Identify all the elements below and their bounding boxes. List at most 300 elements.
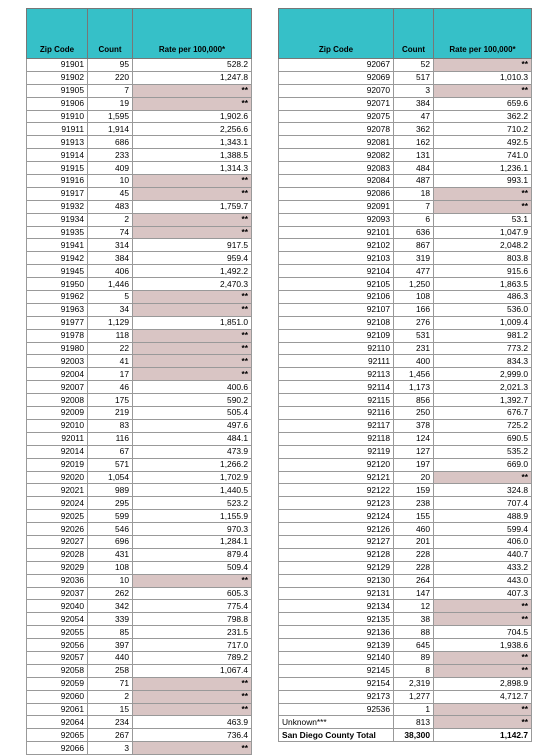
zip-cell: 92093 [279,213,394,226]
table-row [27,291,252,304]
table-row [279,677,532,690]
table-row [279,394,532,407]
rate-cell: 2,898.9 [434,677,532,690]
zip-cell: 92057 [27,651,88,664]
count-cell: 484 [394,162,434,175]
zip-cell: 92124 [279,510,394,523]
rate-cell: ** [133,226,252,239]
table-row [27,368,252,381]
zip-cell: 92121 [279,471,394,484]
rate-cell: 1,067.4 [133,664,252,677]
rate-cell: 710.2 [434,123,532,136]
table-row [279,123,532,136]
count-cell: 362 [394,123,434,136]
rate-cell: 741.0 [434,149,532,162]
rate-cell: 473.9 [133,445,252,458]
table-row [27,600,252,613]
rate-cell: ** [133,329,252,342]
zip-cell: 92108 [279,316,394,329]
table-row [279,548,532,561]
table-row [27,548,252,561]
zip-cell: 92102 [279,239,394,252]
rate-cell: ** [133,574,252,587]
count-cell: 8 [394,664,434,677]
zip-cell: 92139 [279,639,394,652]
zip-cell: 92173 [279,690,394,703]
rate-cell: 463.9 [133,716,252,729]
zip-cell: 92114 [279,381,394,394]
count-cell: 5 [88,291,133,304]
table-row [279,626,532,639]
table-row [27,639,252,652]
count-cell: 1,129 [88,316,133,329]
count-cell: 38 [394,613,434,626]
count-cell: 378 [394,419,434,432]
table-row [279,303,532,316]
count-cell: 18 [394,187,434,200]
zip-cell: 91905 [27,84,88,97]
table-row [279,291,532,304]
rate-cell: 433.2 [434,561,532,574]
count-cell: 856 [394,394,434,407]
zip-cell: 92019 [27,458,88,471]
zip-cell: 92106 [279,291,394,304]
zip-cell: 92136 [279,626,394,639]
count-cell: 220 [88,71,133,84]
rate-cell: 879.4 [133,548,252,561]
rate-cell: 407.3 [434,587,532,600]
zip-cell: 92004 [27,368,88,381]
zip-cell: 91935 [27,226,88,239]
table-row [27,213,252,226]
count-cell: 1,250 [394,278,434,291]
table-row [279,71,532,84]
zip-cell: 92117 [279,419,394,432]
count-cell: 686 [88,136,133,149]
table-row [279,368,532,381]
table-row [27,561,252,574]
zip-cell: 92060 [27,690,88,703]
zip-cell: 92037 [27,587,88,600]
count-cell: 88 [394,626,434,639]
count-cell: 1,914 [88,123,133,136]
zip-cell: 92059 [27,677,88,690]
table-row [279,639,532,652]
table-row [279,265,532,278]
rate-cell: ** [434,664,532,677]
rate-cell: ** [133,742,252,755]
table-row [279,200,532,213]
rate-cell: 605.3 [133,587,252,600]
table-row [279,445,532,458]
zip-cell: 92075 [279,110,394,123]
zip-cell: 91932 [27,200,88,213]
rate-cell: 717.0 [133,639,252,652]
table-row [27,458,252,471]
rate-cell: 1,009.4 [434,316,532,329]
rate-cell: 535.2 [434,445,532,458]
count-cell: 46 [88,381,133,394]
rate-cell: ** [434,716,532,729]
rate-cell: ** [434,84,532,97]
table-row [27,651,252,664]
zip-cell: 91942 [27,252,88,265]
count-cell: 477 [394,265,434,278]
zip-cell: 92058 [27,664,88,677]
count-cell: 74 [88,226,133,239]
rate-cell: ** [133,355,252,368]
count-cell: 7 [394,200,434,213]
count-cell: 108 [394,291,434,304]
zip-cell: 92130 [279,574,394,587]
table-row [279,471,532,484]
rate-cell: 1,492.2 [133,265,252,278]
table-row [279,535,532,548]
rate-cell: 970.3 [133,523,252,536]
count-cell: 571 [88,458,133,471]
count-cell: 264 [394,574,434,587]
rate-cell: 981.2 [434,329,532,342]
count-cell: 22 [88,342,133,355]
rate-cell: ** [133,703,252,716]
count-cell: 250 [394,407,434,420]
count-cell: 19 [88,97,133,110]
table-row [279,497,532,510]
table-row [27,613,252,626]
rate-cell: ** [133,175,252,188]
rate-cell: ** [133,84,252,97]
count-cell: 127 [394,445,434,458]
count-cell: 38,300 [394,729,434,742]
zip-cell: 92115 [279,394,394,407]
count-cell: 1 [394,703,434,716]
table-row [27,626,252,639]
zip-cell: 91915 [27,162,88,175]
rate-cell: 736.4 [133,729,252,742]
table-row [279,226,532,239]
zip-cell: 92104 [279,265,394,278]
count-cell: 1,595 [88,110,133,123]
count-cell: 41 [88,355,133,368]
count-cell: 384 [394,97,434,110]
count-cell: 233 [88,149,133,162]
count-cell: 487 [394,175,434,188]
zip-cell: 92078 [279,123,394,136]
count-cell: 531 [394,329,434,342]
table-row [279,651,532,664]
rate-cell: ** [434,613,532,626]
rate-cell: 488.9 [434,510,532,523]
rate-cell: 523.2 [133,497,252,510]
zip-cell: Unknown*** [279,716,394,729]
table-row [27,329,252,342]
zip-cell: 92118 [279,432,394,445]
rate-cell: 440.7 [434,548,532,561]
table-row [279,329,532,342]
count-cell: 3 [88,742,133,755]
table-row [27,419,252,432]
rate-cell: 915.6 [434,265,532,278]
zip-cell: 92109 [279,329,394,342]
rate-cell: 1,440.5 [133,484,252,497]
zip-cell: 91914 [27,149,88,162]
zip-cell: 92129 [279,561,394,574]
rate-cell: 1,142.7 [434,729,532,742]
zip-cell: 92008 [27,394,88,407]
count-cell: 262 [88,587,133,600]
rate-cell: ** [434,471,532,484]
zip-cell: 92036 [27,574,88,587]
zip-cell: 92009 [27,407,88,420]
rate-cell: ** [133,303,252,316]
zip-cell: 91950 [27,278,88,291]
rate-cell: 993.1 [434,175,532,188]
zip-cell: 91916 [27,175,88,188]
zip-cell: 92128 [279,548,394,561]
count-cell: 34 [88,303,133,316]
zip-cell: 91963 [27,303,88,316]
rate-cell: ** [133,368,252,381]
zip-cell: 92123 [279,497,394,510]
rate-cell: 773.2 [434,342,532,355]
zip-table-left [26,8,252,755]
table-row [279,716,532,729]
count-cell: 645 [394,639,434,652]
zip-cell: 92007 [27,381,88,394]
table-row [279,342,532,355]
count-header: Count [88,9,133,59]
zip-cell: 92056 [27,639,88,652]
count-cell: 546 [88,523,133,536]
rate-cell: 1,010.3 [434,71,532,84]
zip-cell: 92026 [27,523,88,536]
count-cell: 124 [394,432,434,445]
count-cell: 20 [394,471,434,484]
count-cell: 2 [88,690,133,703]
table-row [27,716,252,729]
table-row [279,162,532,175]
rate-cell: 803.8 [434,252,532,265]
count-cell: 339 [88,613,133,626]
count-cell: 400 [394,355,434,368]
zip-cell: 92025 [27,510,88,523]
rate-cell: 2,470.3 [133,278,252,291]
rate-cell: 1,314.3 [133,162,252,175]
rate-cell: 676.7 [434,407,532,420]
zip-cell: 91910 [27,110,88,123]
rate-cell: 484.1 [133,432,252,445]
rate-cell: ** [133,677,252,690]
table-row [27,71,252,84]
zip-cell: 92103 [279,252,394,265]
count-cell: 2,319 [394,677,434,690]
zip-cell: 92107 [279,303,394,316]
count-cell: 95 [88,59,133,72]
zip-cell: 91977 [27,316,88,329]
count-cell: 295 [88,497,133,510]
zip-cell: 92081 [279,136,394,149]
count-cell: 131 [394,149,434,162]
rate-cell: 789.2 [133,651,252,664]
rate-cell: 725.2 [434,419,532,432]
table-row [27,510,252,523]
zip-cell: 92111 [279,355,394,368]
table-row [27,175,252,188]
count-cell: 7 [88,84,133,97]
table-row [27,729,252,742]
zip-cell: 92127 [279,535,394,548]
zip-cell: 92010 [27,419,88,432]
count-cell: 238 [394,497,434,510]
count-cell: 85 [88,626,133,639]
table-row [279,252,532,265]
count-cell: 15 [88,703,133,716]
zip-cell: 92091 [279,200,394,213]
table-row [279,574,532,587]
zip-cell: 92083 [279,162,394,175]
zip-cell: 92020 [27,471,88,484]
rate-cell: 1,902.6 [133,110,252,123]
table-row [27,394,252,407]
zip-cell: 92084 [279,175,394,188]
table-row [27,535,252,548]
rate-cell: 400.6 [133,381,252,394]
rate-cell: ** [434,600,532,613]
count-cell: 201 [394,535,434,548]
rate-cell: 1,702.9 [133,471,252,484]
table-row [27,110,252,123]
count-cell: 397 [88,639,133,652]
header-row [27,9,252,59]
rate-cell: 1,155.9 [133,510,252,523]
table-row [27,445,252,458]
count-cell: 6 [394,213,434,226]
count-cell: 116 [88,432,133,445]
zip-cell: 92069 [279,71,394,84]
rate-cell: 4,712.7 [434,690,532,703]
count-cell: 89 [394,651,434,664]
count-cell: 219 [88,407,133,420]
rate-cell: ** [133,342,252,355]
zip-cell: 92119 [279,445,394,458]
table-row [27,84,252,97]
count-cell: 813 [394,716,434,729]
right-table-body [279,59,532,742]
count-cell: 1,173 [394,381,434,394]
count-cell: 599 [88,510,133,523]
table-row [279,84,532,97]
count-cell: 314 [88,239,133,252]
count-cell: 440 [88,651,133,664]
count-cell: 159 [394,484,434,497]
count-cell: 696 [88,535,133,548]
zip-cell: 92086 [279,187,394,200]
count-cell: 636 [394,226,434,239]
rate-cell: ** [434,59,532,72]
rate-cell: 1,938.6 [434,639,532,652]
count-cell: 10 [88,574,133,587]
table-row [27,265,252,278]
count-cell: 460 [394,523,434,536]
zip-table-right [278,8,532,742]
table-row [27,677,252,690]
table-row [27,432,252,445]
table-row [279,729,532,742]
zip-cell: 92011 [27,432,88,445]
rate-cell: 1,759.7 [133,200,252,213]
table-row [279,419,532,432]
count-cell: 483 [88,200,133,213]
count-cell: 52 [394,59,434,72]
zip-cell: 91901 [27,59,88,72]
zip-cell: 92154 [279,677,394,690]
zip-cell: 92014 [27,445,88,458]
rate-cell: 536.0 [434,303,532,316]
rate-header: Rate per 100,000* [133,9,252,59]
rate-header: Rate per 100,000* [434,9,532,59]
count-cell: 1,456 [394,368,434,381]
rate-cell: 1,247.8 [133,71,252,84]
table-row [279,432,532,445]
zip-cell: 92054 [27,613,88,626]
zip-cell: 92113 [279,368,394,381]
zip-cell: 92024 [27,497,88,510]
zip-cell: 92065 [27,729,88,742]
rate-cell: 1,266.2 [133,458,252,471]
table-row [279,561,532,574]
table-row [279,703,532,716]
zip-cell: 92029 [27,561,88,574]
rate-cell: 707.4 [434,497,532,510]
zip-cell: 92070 [279,84,394,97]
count-cell: 45 [88,187,133,200]
zip-cell: 91911 [27,123,88,136]
count-cell: 267 [88,729,133,742]
table-row [27,316,252,329]
count-cell: 47 [394,110,434,123]
rate-cell: 2,021.3 [434,381,532,394]
count-cell: 231 [394,342,434,355]
count-cell: 258 [88,664,133,677]
table-row [279,175,532,188]
rate-cell: 1,236.1 [434,162,532,175]
table-row [27,149,252,162]
zip-cell: 92064 [27,716,88,729]
count-cell: 1,054 [88,471,133,484]
table-row [27,136,252,149]
rate-cell: 775.4 [133,600,252,613]
count-cell: 228 [394,561,434,574]
zip-cell: 92131 [279,587,394,600]
zip-cell: 92003 [27,355,88,368]
zip-cell: 92126 [279,523,394,536]
rate-cell: ** [133,97,252,110]
zip-cell: 91902 [27,71,88,84]
rate-cell: 1,047.9 [434,226,532,239]
count-cell: 1,446 [88,278,133,291]
count-cell: 867 [394,239,434,252]
table-row [27,574,252,587]
header-row [279,9,532,59]
zip-code-header: Zip Code [27,9,88,59]
count-cell: 989 [88,484,133,497]
rate-cell: 1,388.5 [133,149,252,162]
table-row [27,664,252,677]
zip-cell: 91917 [27,187,88,200]
table-row [279,355,532,368]
zip-cell: 91980 [27,342,88,355]
table-row [279,510,532,523]
